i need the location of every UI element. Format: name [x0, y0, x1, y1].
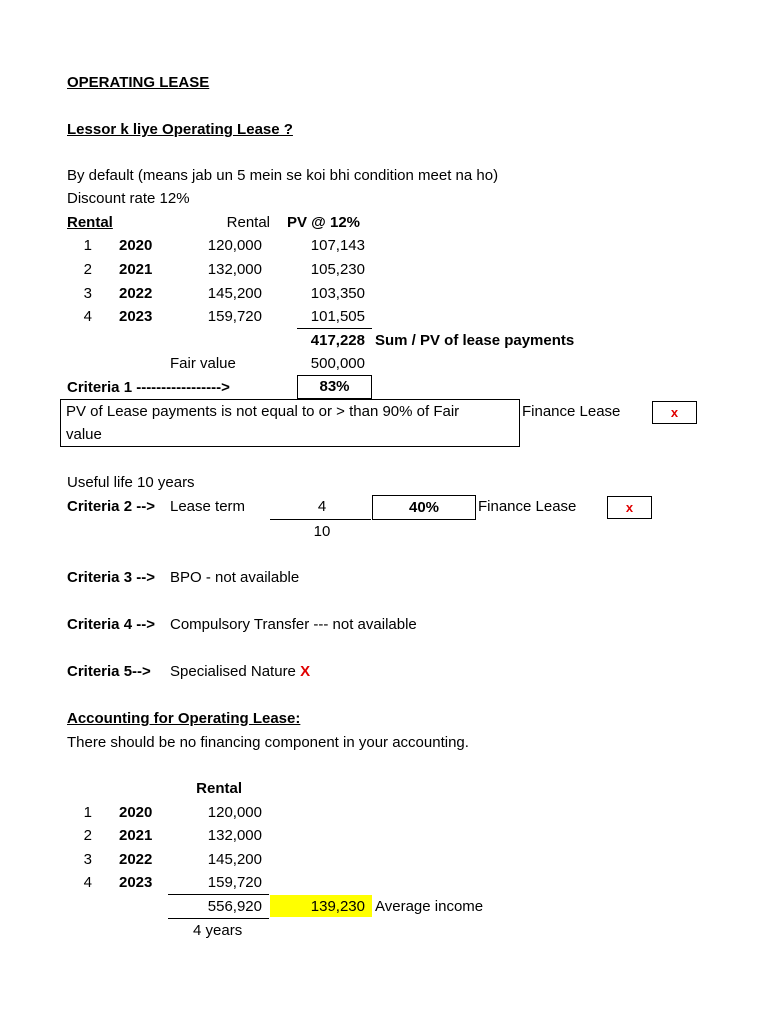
fair-value-amount: 500,000 — [310, 355, 365, 372]
intro-text: By default (means jab un 5 mein se koi bhi condition meet na ho) — [67, 167, 499, 184]
criteria5-label: Criteria 5--> — [67, 663, 151, 680]
criteria1-note-line1: PV of Lease payments is not equal to or > than 90% of Fair — [66, 403, 460, 420]
table1-header-rental-left: Rental — [67, 214, 113, 231]
useful-life-text: Useful life 10 years — [67, 474, 195, 491]
fraction-rule — [270, 519, 371, 520]
criteria4-label: Criteria 4 --> — [67, 616, 155, 633]
table1-row-index: 3 — [83, 285, 92, 302]
total-rule-bottom — [168, 918, 269, 919]
discount-rate-text: Discount rate 12% — [67, 190, 190, 207]
pv-sum-label: Sum / PV of lease payments — [375, 332, 575, 349]
table2-row-index: 1 — [83, 804, 92, 821]
criteria4-text: Compulsory Transfer --- not available — [170, 616, 417, 633]
table2-row-year: 2022 — [119, 851, 153, 868]
table1-row-pv: 101,505 — [310, 308, 365, 325]
accounting-note: There should be no financing component in your accounting. — [67, 734, 469, 751]
fair-value-label: Fair value — [170, 355, 236, 372]
table2-row-rental: 132,000 — [207, 827, 262, 844]
criteria5-cross-mark: X — [300, 663, 311, 680]
total-rule-top — [168, 894, 269, 895]
table2-row-index: 3 — [83, 851, 92, 868]
table2-row-rental: 159,720 — [207, 874, 262, 891]
table1-row-pv: 107,143 — [310, 237, 365, 254]
criteria2-value-box — [372, 495, 476, 520]
lease-term-label: Lease term — [170, 498, 246, 515]
table1-header-rental: Rental — [226, 214, 270, 231]
table1-row-year: 2021 — [119, 261, 153, 278]
table2-row-rental: 145,200 — [207, 851, 262, 868]
accounting-heading: Accounting for Operating Lease: — [67, 710, 301, 727]
criteria2-label: Criteria 2 --> — [67, 498, 155, 515]
criteria1-note-line2: value — [66, 426, 102, 443]
criteria1-value: 83% — [319, 378, 350, 395]
table2-row-year: 2021 — [119, 827, 153, 844]
table1-row-rental: 145,200 — [207, 285, 262, 302]
table1-row-pv: 103,350 — [310, 285, 365, 302]
average-income-value: 139,230 — [310, 898, 365, 915]
criteria3-label: Criteria 3 --> — [67, 569, 155, 586]
useful-life-denominator: 10 — [313, 523, 331, 540]
section-subheading: Lessor k liye Operating Lease ? — [67, 121, 293, 138]
table2-row-year: 2020 — [119, 804, 153, 821]
table1-row-rental: 132,000 — [207, 261, 262, 278]
criteria1-value-box — [297, 375, 372, 399]
criteria5-text: Specialised Nature — [170, 663, 296, 680]
table1-row-pv: 105,230 — [310, 261, 365, 278]
table1-row-index: 4 — [83, 308, 92, 325]
pv-sum-value: 417,228 — [310, 332, 365, 349]
criteria2-result-label: Finance Lease — [478, 498, 577, 515]
table1-row-rental: 159,720 — [207, 308, 262, 325]
table2-row-year: 2023 — [119, 874, 153, 891]
criteria1-cross-mark: x — [652, 401, 697, 424]
table1-row-index: 2 — [83, 261, 92, 278]
criteria3-text: BPO - not available — [170, 569, 300, 586]
table2-header-rental: Rental — [196, 780, 242, 797]
table1-row-year: 2023 — [119, 308, 153, 325]
sum-rule — [297, 328, 372, 329]
criteria1-note-box — [60, 399, 520, 447]
table2-row-index: 2 — [83, 827, 92, 844]
criteria1-result-label: Finance Lease — [522, 403, 621, 420]
criteria5-text-row — [170, 663, 310, 681]
average-income-label: Average income — [375, 898, 484, 915]
page-title: OPERATING LEASE — [67, 74, 210, 91]
table1-row-year: 2022 — [119, 285, 153, 302]
lease-term-numerator: 4 — [317, 498, 327, 515]
table2-row-index: 4 — [83, 874, 92, 891]
table1-row-rental: 120,000 — [207, 237, 262, 254]
years-label: 4 years — [193, 922, 243, 939]
table1-header-pv: PV @ 12% — [287, 214, 360, 231]
table1-row-year: 2020 — [119, 237, 153, 254]
criteria2-value: 40% — [408, 499, 440, 516]
criteria2-cross-mark: x — [607, 496, 652, 519]
criteria1-label: Criteria 1 -----------------> — [67, 379, 230, 396]
table1-row-index: 1 — [83, 237, 92, 254]
table2-row-rental: 120,000 — [207, 804, 262, 821]
rental-total: 556,920 — [207, 898, 262, 915]
